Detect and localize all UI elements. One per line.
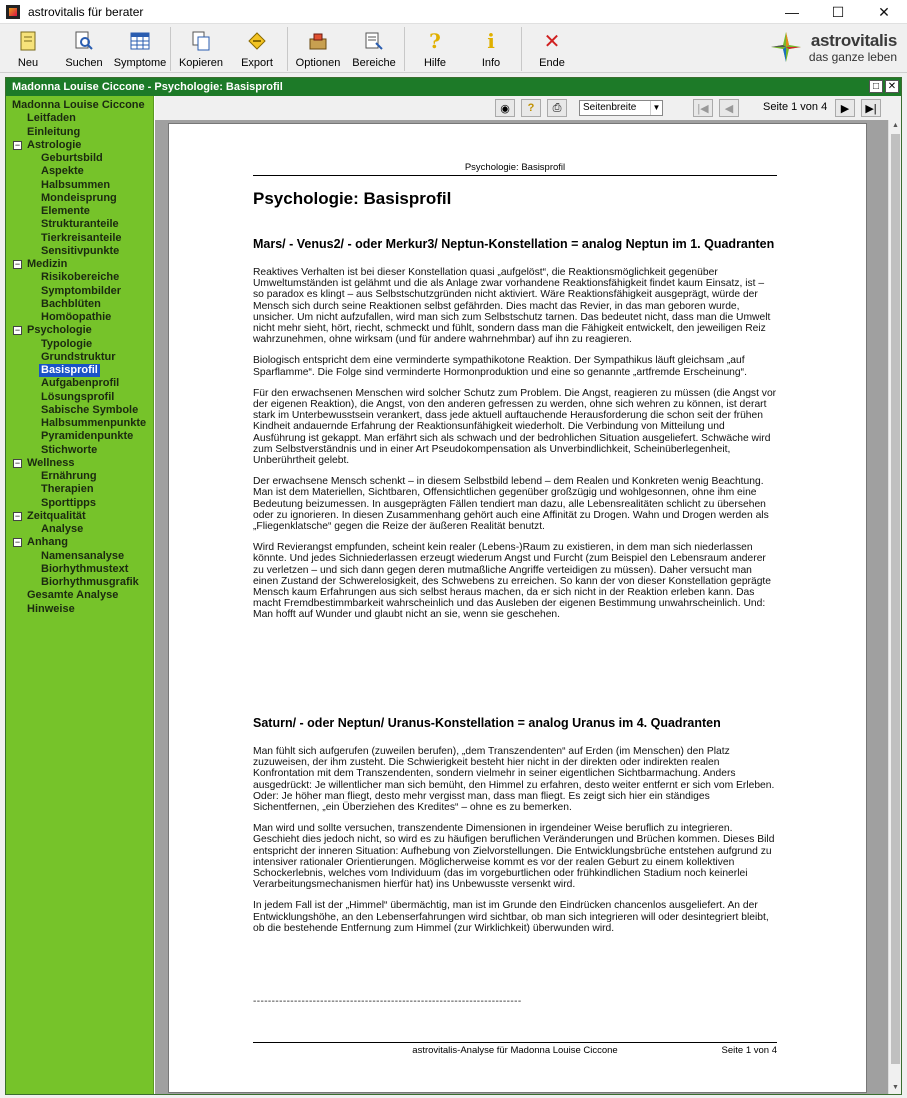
tree-expander-icon[interactable]: − xyxy=(14,325,21,336)
vertical-scrollbar[interactable] xyxy=(888,120,901,1094)
tree-item-label: Tierkreisanteile xyxy=(41,231,122,244)
tree-item-label: Astrologie xyxy=(27,138,82,151)
navigation-tree xyxy=(6,96,154,1094)
tree-item-stichworte[interactable] xyxy=(6,444,153,457)
first-page-icon[interactable]: |◀ xyxy=(693,99,713,117)
section-2 xyxy=(253,716,777,944)
document-toolbar xyxy=(155,96,901,120)
tree-item-einleitung[interactable] xyxy=(6,126,153,139)
maximize-button[interactable]: ☐ xyxy=(831,3,845,20)
tree-item-label: Sporttipps xyxy=(41,496,96,509)
tree-item-label: Biorhythmustext xyxy=(41,562,129,575)
child-restore-button[interactable]: □ xyxy=(869,80,883,93)
astrovitalis-logo xyxy=(769,30,897,64)
tree-item-madonna-louise-ciccone[interactable] xyxy=(6,99,153,112)
running-head: Psychologie: Basisprofil xyxy=(253,162,777,176)
tree-item-label: Stichworte xyxy=(41,443,98,456)
tree-item-mondeisprung[interactable] xyxy=(6,192,153,205)
paragraph: Man fühlt sich aufgerufen (zuweilen berufen), „dem Transzendenten“ auf Erden (im Menschen) den Platz zuzuweisen, der ihm zusteht. Die Schwierigkeit besteht hier nicht in der direkten oder indirekten realen Konfrontation mit dem Transzendenten, sondern vielmehr in seiner eigentlichen Sichtbarmachung. Anders ausgedrückt: Je willentlicher man sich bemüht, den Himmel zu erfahren, desto weiter entfernt er sich vom Erleben. Oder: Je höher man fliegt, desto mehr vergisst man, dass man fliegt. Es zeigt sich hier ein ständiges Sichentfernen, „ein Überziehen des Kredites“ – ohne es zu bemerken. xyxy=(253,746,775,814)
doc-help-icon[interactable]: ? xyxy=(521,99,541,117)
tree-item-label: Hinweise xyxy=(27,602,75,615)
paragraph: Der erwachsene Mensch schenkt – in diesem Selbstbild lebend – dem Realen und Konkreten wenig Beachtung. Man ist dem Materiellen, Sichtbaren, Offensichtlichen gegenüber großzügig und wohlgesonnen, ohne ihm eine Bedeutung beizumessen. In ausgeprägten Fällen tendiert man dazu, alle Lebensrealitäten schlicht zu übersehen oder zu ignorieren. In diesen Zusammenhang gehört auch eine Affinität zu Drogen. Wahn und Drogen werden als „Fliegenklatsche“ gegen die Reize der äußeren Realität benutzt. xyxy=(253,476,769,533)
app-icon xyxy=(6,5,20,19)
tree-item-bachblüten[interactable] xyxy=(6,298,153,311)
tree-item-label: Homöopathie xyxy=(41,311,112,323)
document-viewport[interactable] xyxy=(155,120,888,1094)
paragraph: Biologisch entspricht dem eine verminderte sympathikotone Reaktion. Der Sympathikus läuft gleichsam „auf Sparflamme“. Die Folge sind verminderte Hormonproduktion und eine so genannte „artfremde Erscheinung“. xyxy=(253,355,747,378)
paragraph: Für den erwachsenen Menschen wird solcher Schutz zum Problem. Die Angst, reagieren zu müssen (die Angst vor der eigenen Reaktion), die Angst, von den anderen gefressen zu werden, ohne sich wehren zu können, ist derart stark im Unterbewusstsein verankert, dass jede aktuell auftauchende Herausforderung die schon seit der frühen Kindheit andauernde Erfahrung der Reaktionsunfähigkeit wiederholt. Die Verbindung von Mitteilung und Ausführung ist gekappt. Man erfährt sich als schwach und der bedrohlichen Situation ausgeliefert. Schwäche wird zum Selbstverständnis und in einer Art Pseudokompensation als Unverbindlichkeit, Scheinüberlegenheit, Unberührtheit gelebt. xyxy=(253,387,777,467)
analysis-window-title: Madonna Louise Ciccone - Psychologie: Basisprofil □ ✕ xyxy=(6,78,901,96)
tree-item-label: Halbsummen xyxy=(41,178,111,191)
tree-item-medizin[interactable] xyxy=(6,258,153,271)
tree-item-halbsummenpunkte[interactable] xyxy=(6,417,153,430)
tree-item-basisprofil[interactable] xyxy=(6,364,153,377)
areas-icon xyxy=(364,31,384,51)
table-icon xyxy=(130,31,150,51)
separator-dashes: ------------------------------------------------------------------------ xyxy=(253,996,522,1007)
page-indicator: Seite 1 von 4 xyxy=(763,101,828,113)
document-page xyxy=(168,123,867,1093)
tree-item-grundstruktur[interactable] xyxy=(6,351,153,364)
tree-item-label: Einleitung xyxy=(27,125,81,138)
tree-item-label: Analyse xyxy=(41,523,84,535)
tree-item-label: Lösungsprofil xyxy=(41,390,115,403)
tree-item-zeitqualität[interactable] xyxy=(6,510,153,523)
window-title: astrovitalis für berater xyxy=(28,4,144,19)
scroll-thumb[interactable] xyxy=(891,134,900,1064)
export-icon xyxy=(247,31,267,51)
tree-item-label: Typologie xyxy=(41,337,93,350)
tree-item-label: Zeitqualität xyxy=(27,509,86,522)
tree-item-pyramidenpunkte[interactable] xyxy=(6,430,153,443)
logo-brand: astrovitalis xyxy=(810,30,897,50)
tree-item-therapien[interactable] xyxy=(6,483,153,496)
tree-item-label: Risikobereiche xyxy=(41,271,120,284)
tree-item-label: Grundstruktur xyxy=(41,350,116,363)
exit-icon: ✕ xyxy=(543,30,561,53)
tree-item-label: Bachblüten xyxy=(41,297,101,310)
tree-item-label: Sabische Symbole xyxy=(41,403,139,416)
tree-item-biorhythmusgrafik[interactable] xyxy=(6,576,153,589)
tree-item-aspekte[interactable] xyxy=(6,165,153,178)
paragraph: Reaktives Verhalten ist bei dieser Konstellation quasi „aufgelöst“, die Reaktionsmöglichkeit gegenüber Umweltumständen ist gelähmt und die als Anlage zwar vorhandene Reaktionsfähigkeit findet kaum Einsatz, ist – so paradox es klingt – aus Selbstschutzgründen nicht aktiviert. Wäre Reaktionsfähigkeit ausgeprägt, würde der Mensch sich durch seine Reaktionen selbst gefährden. Dies macht das Revier, in das man geboren wurde, unsicher. Um nicht aufzufallen, wird man sich zum Selbstschutz tarnen. Das bedeutet nicht, dass man die Umwelt nicht mehr sieht, hört, riecht, schmeckt und fühlt, sondern dass man die Fähigkeit entwickelt, den jeweiligen Reiz wahrzunehmen, ohne wirksam (und für andere wahrnehmbar) auf ihn zu reagieren. xyxy=(253,267,771,346)
scroll-up-icon[interactable]: ▲ xyxy=(892,122,899,129)
kopieren-button[interactable]: Kopieren xyxy=(173,25,229,73)
tree-expander-icon[interactable]: − xyxy=(14,259,21,269)
paragraph: In jedem Fall ist der „Himmel“ übermächtig, man ist im Grunde den Eindrücken chancenlos ausgeliefert. An der Entwicklungshöhe, an den Lebenserfahrungen wird sichtbar, ob man sich integrieren will oder desintegriert bleibt, ob die bestehende Entfernung zum Himmel (zur Wirklichkeit) überwunden wird. xyxy=(253,900,769,934)
help-icon: ? xyxy=(429,29,441,53)
tree-item-label: Namensanalyse xyxy=(41,549,125,562)
ende-button[interactable]: ✕ Ende xyxy=(539,30,565,69)
tree-item-leitfaden[interactable] xyxy=(6,112,153,125)
tree-item-label: Geburtsbild xyxy=(41,152,103,164)
title-bar xyxy=(0,0,907,24)
tree-expander-icon[interactable]: − xyxy=(14,510,21,521)
page-footer xyxy=(253,1042,777,1056)
paragraph: Wird Revierangst empfunden, scheint kein realer (Lebens-)Raum zu existieren, in dem man sich niederlassen könnte. Und jedes Sichniederlassen erzeugt wiederum Angst und Furcht (zum Beispiel den Lebensraum anderer zu verletzen – und sich dann gegen deren mutmaßliche Angriffe verteidigen zu müssen). Daher versucht man einen Zustand der Schwerelosigkeit, des Schwebens zu erreichen. So kann der von dieser Konstellation geprägte Mensch kaum Erfahrungen aus sich selbst heraus machen, da er sich nicht in der Reaktion erleben kann. Das macht Fremdbestimmbarkeit wahrscheinlich und das Ausleben der eigenen Bestimmung unwahrscheinlich. Und: Man hofft auf Wunder und glaubt nicht an sie, wenn sie geschehen. xyxy=(253,542,772,621)
tree-item-label: Strukturanteile xyxy=(41,218,119,231)
tree-item-label: Aspekte xyxy=(41,165,84,178)
tree-item-label: Aufgabenprofil xyxy=(41,377,120,390)
tree-item-homöopathie[interactable] xyxy=(6,311,153,324)
tree-item-lösungsprofil[interactable] xyxy=(6,391,153,404)
minimize-button[interactable]: — xyxy=(785,4,799,20)
tree-item-label: Halbsummenpunkte xyxy=(41,417,147,429)
new-document-icon xyxy=(18,31,38,51)
tree-item-astrologie[interactable] xyxy=(6,139,153,152)
tree-item-wellness[interactable] xyxy=(6,457,153,470)
tree-item-label: Ernährung xyxy=(41,470,97,482)
optionen-button[interactable]: Optionen xyxy=(290,25,346,73)
tree-expander-icon[interactable]: − xyxy=(14,457,21,468)
tree-item-sensitivpunkte[interactable] xyxy=(6,245,153,258)
tree-item-label: Medizin xyxy=(27,258,68,270)
tree-item-aufgabenprofil[interactable] xyxy=(6,377,153,390)
tree-item-symptombilder[interactable] xyxy=(6,285,153,298)
tree-item-elemente[interactable] xyxy=(6,205,153,218)
tree-item-label: Psychologie xyxy=(27,324,92,337)
bereiche-button[interactable]: Bereiche xyxy=(346,25,402,73)
tree-item-gesamte-analyse[interactable] xyxy=(6,589,153,602)
paragraph: Man wird und sollte versuchen, transzendente Dimensionen in irgendeiner Weise beruflich zu integrieren. Geschieht dies jedoch nicht, so wird es zu häufigen beruflichen Veränderungen und Brüchen kommen. Dieses Bild entspricht der inneren Situation: Aufhebung von Zielvorstellungen. Die Entwicklungsbrüche entstehen aufgrund zu intensiver rationaler Orientierungen. Möglicherweise kommt es vor der realen Geburt zu einem kollektiven Schockerlebnis, welches vom Individuum (das im vorgeburtlichen oder frühkindlichen Stadium noch keinerlei Verarbeitungsmechanismen hierfür hat) ins Unbewusste versenkt wird. xyxy=(253,823,775,891)
tree-item-label: Basisprofil xyxy=(41,364,98,376)
zoom-select[interactable]: Seitenbreite ▼ xyxy=(579,100,663,116)
tree-item-ernährung[interactable] xyxy=(6,470,153,483)
section-1-heading: Mars/ - Venus2/ - oder Merkur3/ Neptun-Konstellation = analog Neptun im 1. Quadranten xyxy=(253,237,775,251)
neu-button[interactable]: Neu xyxy=(0,25,56,73)
print-icon[interactable]: ⎙ xyxy=(547,99,567,117)
tree-item-label: Symptombilder xyxy=(41,284,122,297)
tree-expander-icon[interactable]: − xyxy=(14,139,21,150)
export-button[interactable]: Export xyxy=(229,25,285,73)
tree-item-typologie[interactable] xyxy=(6,338,153,351)
tree-item-namensanalyse[interactable] xyxy=(6,550,153,563)
tree-item-label: Anhang xyxy=(27,536,68,549)
tree-item-analyse[interactable] xyxy=(6,523,153,536)
footer-text: astrovitalis-Analyse für Madonna Louise Ciccone xyxy=(412,1045,618,1056)
hilfe-button[interactable]: ? Hilfe xyxy=(423,29,446,69)
tree-item-label: Therapien xyxy=(41,483,94,496)
tree-item-label: Leitfaden xyxy=(27,112,76,125)
suchen-button[interactable]: Suchen xyxy=(56,25,112,73)
tree-item-label: Mondeisprung xyxy=(41,191,117,204)
tree-item-hinweise[interactable] xyxy=(6,603,153,616)
binoculars-search-icon[interactable]: ◉ xyxy=(495,99,515,117)
tree-item-tierkreisanteile[interactable] xyxy=(6,232,153,245)
tree-item-label: Pyramidenpunkte xyxy=(41,430,134,443)
tree-item-sabische-symbole[interactable] xyxy=(6,404,153,417)
tree-item-label: Wellness xyxy=(27,456,75,469)
symptome-button[interactable]: Symptome xyxy=(112,25,168,73)
tree-expander-icon[interactable]: − xyxy=(14,537,21,548)
tree-item-label: Madonna Louise Ciccone xyxy=(12,99,145,111)
tree-item-biorhythmustext[interactable] xyxy=(6,563,153,576)
section-1 xyxy=(253,237,777,631)
scroll-down-icon[interactable]: ▼ xyxy=(892,1084,899,1091)
tree-item-halbsummen[interactable] xyxy=(6,179,153,192)
tree-item-geburtsbild[interactable] xyxy=(6,152,153,165)
chevron-down-icon: ▼ xyxy=(650,101,662,115)
tree-item-label: Sensitivpunkte xyxy=(41,244,120,257)
info-icon: i xyxy=(487,29,495,53)
analysis-window xyxy=(5,77,902,1095)
tree-item-label: Biorhythmusgrafik xyxy=(41,576,139,588)
tree-item-anhang[interactable] xyxy=(6,536,153,549)
document-title: Psychologie: Basisprofil xyxy=(253,189,452,208)
section-2-heading: Saturn/ - oder Neptun/ Uranus-Konstellation = analog Uranus im 4. Quadranten xyxy=(253,716,721,730)
tree-item-label: Elemente xyxy=(41,205,90,217)
search-icon xyxy=(74,31,94,51)
copy-icon xyxy=(191,31,211,51)
tree-item-strukturanteile[interactable] xyxy=(6,218,153,231)
tree-item-risikobereiche[interactable] xyxy=(6,271,153,284)
logo-star-icon xyxy=(769,30,803,64)
last-page-icon[interactable]: ▶| xyxy=(861,99,881,117)
logo-slogan: das ganze leben xyxy=(808,49,897,64)
footer-page-number: Seite 1 von 4 xyxy=(721,1045,777,1056)
next-page-icon[interactable]: ▶ xyxy=(835,99,855,117)
child-close-button[interactable]: ✕ xyxy=(885,80,899,93)
options-icon xyxy=(308,31,328,51)
tree-item-psychologie[interactable] xyxy=(6,324,153,337)
info-button[interactable]: i Info xyxy=(481,29,501,69)
close-button[interactable]: ✕ xyxy=(878,3,890,20)
tree-item-sporttipps[interactable] xyxy=(6,497,153,510)
previous-page-icon[interactable]: ◀ xyxy=(719,99,739,117)
tree-item-label: Gesamte Analyse xyxy=(27,589,119,602)
